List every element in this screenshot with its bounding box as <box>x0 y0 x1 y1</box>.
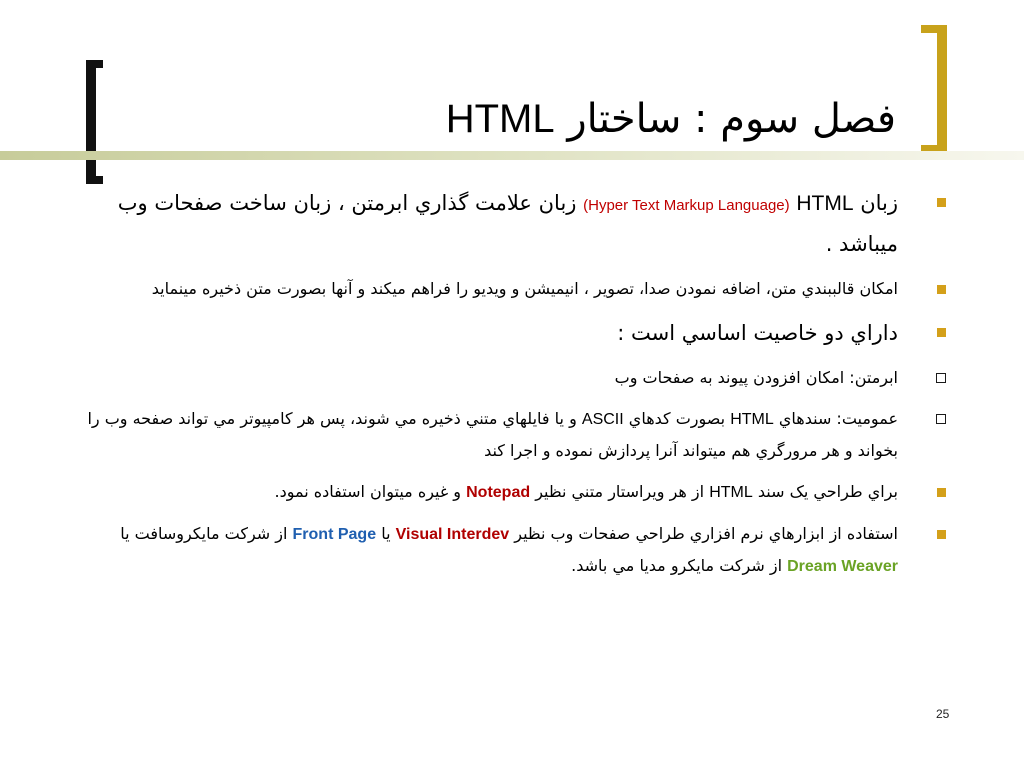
bullet-3-text: داراي دو خاصيت اساسي است : <box>617 321 898 345</box>
slide-title-en: HTML <box>445 97 555 141</box>
square-bullet-icon <box>937 530 946 539</box>
bullet-item-1 <box>70 184 908 263</box>
bullet-5-ascii: ASCII <box>581 411 624 428</box>
bullet-1-hypertext-markup: (Hyper Text Markup Language) <box>583 197 790 214</box>
bullet-7-visual-interdev: Visual Interdev <box>395 526 510 543</box>
bullet-6-text-c: از هر ويراستار متني نظير <box>535 482 705 501</box>
title-underline <box>0 151 1024 160</box>
bullet-6-html: HTML <box>709 484 753 501</box>
bullet-item-6 <box>70 476 908 508</box>
bullet-item-2 <box>70 273 908 304</box>
page-number: 25 <box>936 707 950 721</box>
bullet-6-text-a: براي طراحي يک سند <box>757 482 898 501</box>
slide-title-fa: فصل سوم : ساختار <box>567 96 896 142</box>
bullet-4-text: ابرمتن: امكان افزودن پيوند به صفحات وب <box>614 368 898 387</box>
bullet-7-text-g: از شركت مايكرو مديا مي باشد. <box>571 556 783 575</box>
bullet-7-text-a: استفاده از ابزارهاي نرم افزاري طراحي صفحات وب نظير <box>514 524 898 543</box>
bullet-6-notepad: Notepad <box>466 484 531 501</box>
bullet-1-text-d: زبان علامت گذاري ابرمتن ، زبان ساخت صفحات وب ميباشد . <box>117 191 898 256</box>
bullet-6-text-e: و غيره ميتوان استفاده نمود. <box>274 482 462 501</box>
bullet-item-5 <box>70 403 908 466</box>
bullet-item-3 <box>70 314 908 352</box>
bullet-item-4 <box>70 362 908 393</box>
bullet-7-text-c: يا <box>381 524 391 543</box>
bullet-1-html: HTML <box>796 192 854 215</box>
hollow-square-bullet-icon <box>936 373 946 383</box>
hollow-square-bullet-icon <box>936 414 946 424</box>
square-bullet-icon <box>937 198 946 207</box>
square-bullet-icon <box>937 328 946 337</box>
bullet-1-text-a: زبان <box>860 191 898 215</box>
bullet-item-7 <box>70 518 908 582</box>
bullet-5-text-a: عموميت: سندهاي <box>778 409 898 428</box>
bullet-5-text-e: و يا فايلهاي متني ذخيره مي شوند، پس هر كامپيوتر مي تواند صفحه وب را بخواند و هر مرورگري هم ميتواند آنرا پردازش نموده و اجرا كند <box>87 409 898 460</box>
left-bracket-decoration <box>86 60 103 184</box>
slide-title <box>446 96 896 142</box>
square-bullet-icon <box>937 285 946 294</box>
bullet-7-front-page: Front Page <box>292 526 377 543</box>
right-bracket-decoration <box>921 25 947 153</box>
square-bullet-icon <box>937 488 946 497</box>
bullet-5-html: HTML <box>730 411 774 428</box>
bullet-7-text-e: از شركت مايكروسافت يا <box>120 524 288 543</box>
slide-content <box>70 184 908 592</box>
bullet-5-text-c: بصورت كدهاي <box>628 409 726 428</box>
bullet-2-text: امكان قالببندي متن، اضافه نمودن صدا، تصوير ، انيميشن و ويديو را فراهم ميكند و آنها بصورت متن ذخيره مينمايد <box>151 279 898 298</box>
bullet-7-dream-weaver: Dream Weaver <box>787 558 898 575</box>
